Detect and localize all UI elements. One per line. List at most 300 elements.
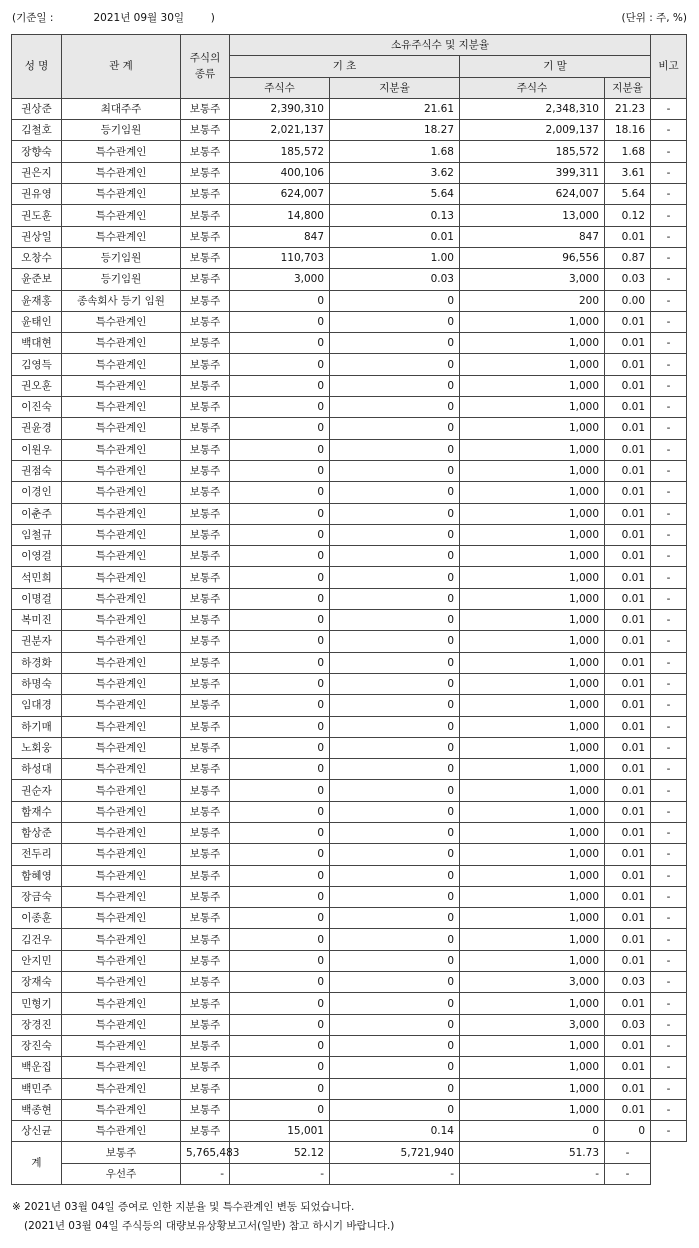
cell-name: 윤재홍 (12, 290, 62, 311)
cell-relation: 특수관계인 (62, 972, 181, 993)
table-row (12, 205, 687, 226)
cell-end-ratio: 0.01 (605, 950, 651, 971)
cell-remark: - (651, 333, 687, 354)
cell-stock-type: 보통주 (181, 98, 230, 119)
cell-name: 이경인 (12, 482, 62, 503)
cell-begin-ratio: 0 (330, 716, 460, 737)
cell-begin-shares: 0 (230, 673, 330, 694)
table-body (12, 98, 687, 1142)
cell-stock-type: 보통주 (181, 759, 230, 780)
cell-relation: 특수관계인 (62, 205, 181, 226)
cell-remark: - (651, 588, 687, 609)
cell-end-shares: 1,000 (460, 631, 605, 652)
cell-begin-shares: 0 (230, 844, 330, 865)
cell-begin-ratio: 0 (330, 588, 460, 609)
cell-name: 장경진 (12, 1014, 62, 1035)
cell-relation: 특수관계인 (62, 759, 181, 780)
cell-stock-type: 보통주 (181, 886, 230, 907)
cell-end-ratio: 0.12 (605, 205, 651, 226)
cell-begin-ratio: 0 (330, 1057, 460, 1078)
cell-name: 백민주 (12, 1078, 62, 1099)
cell-name: 권점숙 (12, 460, 62, 481)
table-row (12, 375, 687, 396)
cell-name: 권순자 (12, 780, 62, 801)
cell-begin-ratio: 0 (330, 375, 460, 396)
cell-end-ratio: 0.01 (605, 801, 651, 822)
cell-end-ratio: 0.00 (605, 290, 651, 311)
cell-name: 장향숙 (12, 141, 62, 162)
table-row (12, 1057, 687, 1078)
cell-remark: - (651, 546, 687, 567)
cell-relation: 특수관계인 (62, 1057, 181, 1078)
cell-name: 윤태인 (12, 311, 62, 332)
cell-remark: - (651, 801, 687, 822)
cell-end-shares: 1,000 (460, 801, 605, 822)
cell-stock-type: 보통주 (181, 865, 230, 886)
cell-begin-shares: 0 (230, 631, 330, 652)
cell-begin-shares: 0 (230, 865, 330, 886)
table-row (12, 673, 687, 694)
cell-remark: - (651, 1078, 687, 1099)
cell-end-shares: 1,000 (460, 673, 605, 694)
cell-begin-shares: 0 (230, 418, 330, 439)
cell-remark: - (651, 822, 687, 843)
cell-begin-shares: 0 (230, 1014, 330, 1035)
table-row (12, 184, 687, 205)
cell-relation: 특수관계인 (62, 610, 181, 631)
cell-stock-type: 보통주 (181, 695, 230, 716)
cell-relation: 특수관계인 (62, 780, 181, 801)
cell-remark: - (651, 950, 687, 971)
cell-relation: 특수관계인 (62, 908, 181, 929)
cell-name: 이춘주 (12, 503, 62, 524)
cell-relation: 특수관계인 (62, 184, 181, 205)
footnote-1: ※ 2021년 03월 04일 증여로 인한 지분율 및 특수관계인 변동 되었습니다. (12, 1201, 355, 1213)
cell-end-shares: 1,000 (460, 1099, 605, 1120)
cell-remark: - (651, 1014, 687, 1035)
cell-end-ratio: 0.01 (605, 460, 651, 481)
cell-begin-ratio: 0 (330, 311, 460, 332)
table-row (12, 482, 687, 503)
cell-begin-shares: 0 (230, 822, 330, 843)
cell-name: 민형기 (12, 993, 62, 1014)
cell-name: 하경화 (12, 652, 62, 673)
cell-begin-ratio: 0 (330, 397, 460, 418)
cell-remark: - (651, 460, 687, 481)
cell-end-ratio: 0.01 (605, 503, 651, 524)
cell-name: 장금숙 (12, 886, 62, 907)
cell-begin-shares: 400,106 (230, 162, 330, 183)
cell-stock-type: 보통주 (181, 1078, 230, 1099)
cell-stock-type: 보통주 (181, 375, 230, 396)
cell-relation: 특수관계인 (62, 567, 181, 588)
cell-begin-ratio: 0 (330, 503, 460, 524)
cell-end-shares: 1,000 (460, 886, 605, 907)
cell-stock-type: 보통주 (181, 950, 230, 971)
cell-end-shares: 200 (460, 290, 605, 311)
cell-relation: 등기임원 (62, 120, 181, 141)
cell-begin-shares: 0 (230, 375, 330, 396)
cell-stock-type: 보통주 (181, 1121, 230, 1142)
cell-begin-ratio: 0 (330, 865, 460, 886)
cell-begin-shares: 0 (230, 460, 330, 481)
cell-begin-shares: 0 (230, 588, 330, 609)
table-row (12, 269, 687, 290)
cell-end-shares: 3,000 (460, 269, 605, 290)
cell-begin-ratio: 0.14 (330, 1121, 460, 1142)
table-row (12, 120, 687, 141)
cell-end-shares: 1,000 (460, 567, 605, 588)
cell-remark: - (651, 695, 687, 716)
cell-end-shares: 847 (460, 226, 605, 247)
table-row (12, 652, 687, 673)
cell-stock-type: 보통주 (181, 1099, 230, 1120)
cell-end-ratio: 0.01 (605, 865, 651, 886)
cell-end-shares: 1,000 (460, 716, 605, 737)
cell-remark: - (651, 759, 687, 780)
cell-begin-ratio: 0 (330, 460, 460, 481)
cell-stock-type: 보통주 (181, 908, 230, 929)
cell-stock-type: 보통주 (181, 354, 230, 375)
cell-stock-type: 보통주 (181, 546, 230, 567)
cell-end-ratio: 0.01 (605, 397, 651, 418)
cell-begin-ratio: 0 (330, 333, 460, 354)
cell-end-shares: 2,348,310 (460, 98, 605, 119)
cell-begin-ratio: 0 (330, 1035, 460, 1056)
header-relation: 관 계 (62, 35, 181, 99)
cell-begin-shares: 3,000 (230, 269, 330, 290)
cell-end-ratio: 1.68 (605, 141, 651, 162)
cell-stock-type: 보통주 (181, 822, 230, 843)
table-row (12, 162, 687, 183)
cell-end-shares: 1,000 (460, 460, 605, 481)
cell-stock-type: 보통주 (181, 162, 230, 183)
cell-begin-shares: 0 (230, 652, 330, 673)
cell-name: 석민희 (12, 567, 62, 588)
cell-remark: - (651, 1121, 687, 1142)
table-row (12, 950, 687, 971)
cell-stock-type: 보통주 (181, 652, 230, 673)
cell-begin-shares: 110,703 (230, 247, 330, 268)
cell-end-ratio: 0.01 (605, 993, 651, 1014)
table-row (12, 972, 687, 993)
cell-remark: - (651, 397, 687, 418)
table-row (12, 993, 687, 1014)
cell-stock-type: 보통주 (181, 1057, 230, 1078)
cell-end-ratio: 0.01 (605, 354, 651, 375)
cell-relation: 특수관계인 (62, 1014, 181, 1035)
cell-end-ratio: 0.01 (605, 929, 651, 950)
cell-end-ratio: 0.01 (605, 524, 651, 545)
cell-name: 권도훈 (12, 205, 62, 226)
cell-end-ratio: 0.87 (605, 247, 651, 268)
cell-end-ratio: 5.64 (605, 184, 651, 205)
cell-begin-shares: 0 (230, 354, 330, 375)
cell-name: 임철규 (12, 524, 62, 545)
cell-begin-ratio: 0 (330, 822, 460, 843)
table-total (12, 1142, 687, 1185)
cell-stock-type: 보통주 (181, 247, 230, 268)
table-row (12, 311, 687, 332)
cell-begin-shares: 185,572 (230, 141, 330, 162)
cell-begin-shares: 0 (230, 524, 330, 545)
cell-end-shares: 1,000 (460, 546, 605, 567)
cell-stock-type: 보통주 (181, 120, 230, 141)
cell-relation: 특수관계인 (62, 162, 181, 183)
cell-begin-ratio: 1.68 (330, 141, 460, 162)
cell-stock-type: 보통주 (181, 503, 230, 524)
cell-name: 권상준 (12, 98, 62, 119)
cell-end-shares: 1,000 (460, 737, 605, 758)
cell-remark: - (651, 247, 687, 268)
cell-end-shares: 2,009,137 (460, 120, 605, 141)
cell-name: 함상준 (12, 822, 62, 843)
cell-begin-ratio: 1.00 (330, 247, 460, 268)
cell-name: 하기매 (12, 716, 62, 737)
cell-stock-type: 보통주 (181, 929, 230, 950)
cell-end-ratio: 0.03 (605, 269, 651, 290)
cell-end-ratio: 0.01 (605, 439, 651, 460)
table-row (12, 546, 687, 567)
cell-name: 노회웅 (12, 737, 62, 758)
cell-end-ratio: 0.01 (605, 333, 651, 354)
table-row (12, 780, 687, 801)
table-header (12, 35, 687, 99)
cell-end-shares: 13,000 (460, 205, 605, 226)
cell-relation: 특수관계인 (62, 226, 181, 247)
cell-end-shares: 1,000 (460, 311, 605, 332)
header-begin-shares: 주식수 (230, 77, 330, 98)
cell-begin-shares: 0 (230, 1035, 330, 1056)
cell-stock-type: 보통주 (181, 844, 230, 865)
cell-remark: - (651, 354, 687, 375)
cell-name: 김철호 (12, 120, 62, 141)
cell-name: 백대현 (12, 333, 62, 354)
cell-begin-shares: 14,800 (230, 205, 330, 226)
cell-stock-type: 보통주 (181, 269, 230, 290)
cell-begin-ratio: 0 (330, 652, 460, 673)
cell-name: 임대경 (12, 695, 62, 716)
cell-end-ratio: 0.01 (605, 546, 651, 567)
cell-name: 전두리 (12, 844, 62, 865)
cell-relation: 특수관계인 (62, 1078, 181, 1099)
table-row (12, 1099, 687, 1120)
cell-relation: 특수관계인 (62, 503, 181, 524)
cell-begin-ratio: 0 (330, 801, 460, 822)
cell-remark: - (651, 737, 687, 758)
cell-end-ratio: 0.01 (605, 226, 651, 247)
cell-end-shares: 1,000 (460, 695, 605, 716)
cell-relation: 등기임원 (62, 247, 181, 268)
header-holdings: 소유주식수 및 지분율 (230, 35, 651, 56)
cell-begin-ratio: 0 (330, 886, 460, 907)
cell-end-shares: 1,000 (460, 1035, 605, 1056)
cell-relation: 특수관계인 (62, 737, 181, 758)
cell-end-ratio: 0.01 (605, 1057, 651, 1078)
cell-end-shares: 1,000 (460, 865, 605, 886)
cell-relation: 특수관계인 (62, 716, 181, 737)
cell-begin-ratio: 0 (330, 1078, 460, 1099)
cell-remark: - (651, 844, 687, 865)
cell-end-ratio: 0.01 (605, 588, 651, 609)
cell-stock-type: 보통주 (181, 311, 230, 332)
cell-stock-type: 보통주 (181, 972, 230, 993)
cell-name: 이영걸 (12, 546, 62, 567)
cell-remark: - (651, 503, 687, 524)
cell-end-shares: 399,311 (460, 162, 605, 183)
cell-end-shares: 1,000 (460, 759, 605, 780)
cell-name: 이원우 (12, 439, 62, 460)
table-row (12, 290, 687, 311)
cell-relation: 등기임원 (62, 269, 181, 290)
cell-end-ratio: 0.01 (605, 482, 651, 503)
cell-name: 하성대 (12, 759, 62, 780)
cell-name: 상신균 (12, 1121, 62, 1142)
cell-relation: 특수관계인 (62, 311, 181, 332)
cell-end-shares: 1,000 (460, 1057, 605, 1078)
cell-begin-shares: 624,007 (230, 184, 330, 205)
cell-name: 하명숙 (12, 673, 62, 694)
cell-name: 오창수 (12, 247, 62, 268)
table-row (12, 716, 687, 737)
cell-relation: 특수관계인 (62, 801, 181, 822)
cell-begin-shares: 0 (230, 1078, 330, 1099)
cell-begin-ratio: 21.61 (330, 98, 460, 119)
header-stock-type: 주식의 종류 (181, 35, 230, 99)
cell-begin-shares: 0 (230, 737, 330, 758)
cell-begin-shares: 0 (230, 546, 330, 567)
cell-end-ratio: 0.01 (605, 886, 651, 907)
table-row (12, 822, 687, 843)
cell-relation: 특수관계인 (62, 993, 181, 1014)
table-row (12, 1014, 687, 1035)
header-end-ratio: 지분율 (605, 77, 651, 98)
cell-end-shares: 1,000 (460, 418, 605, 439)
cell-stock-type: 보통주 (181, 673, 230, 694)
cell-stock-type: 보통주 (181, 333, 230, 354)
cell-end-ratio: 0.01 (605, 737, 651, 758)
cell-remark: - (651, 610, 687, 631)
cell-remark: - (651, 631, 687, 652)
cell-relation: 특수관계인 (62, 524, 181, 545)
cell-begin-shares: 2,021,137 (230, 120, 330, 141)
cell-end-ratio: 0.01 (605, 759, 651, 780)
cell-relation: 특수관계인 (62, 673, 181, 694)
cell-end-shares: 1,000 (460, 993, 605, 1014)
cell-begin-shares: 0 (230, 886, 330, 907)
table-row (12, 439, 687, 460)
cell-stock-type: 보통주 (181, 567, 230, 588)
cell-relation: 특수관계인 (62, 439, 181, 460)
cell-relation: 특수관계인 (62, 695, 181, 716)
footnote-2: (2021년 03월 04일 주식등의 대량보유상황보고서(일반) 참고 하시기 바랍니다.) (24, 1220, 395, 1232)
cell-remark: - (651, 205, 687, 226)
cell-begin-shares: 0 (230, 333, 330, 354)
cell-relation: 특수관계인 (62, 141, 181, 162)
table-row (12, 1035, 687, 1056)
cell-remark: - (651, 716, 687, 737)
cell-relation: 특수관계인 (62, 333, 181, 354)
cell-end-ratio: 0.01 (605, 1099, 651, 1120)
cell-end-shares: 1,000 (460, 822, 605, 843)
cell-begin-shares: 0 (230, 759, 330, 780)
cell-begin-ratio: 0 (330, 993, 460, 1014)
cell-stock-type: 보통주 (181, 184, 230, 205)
table-row (12, 503, 687, 524)
header-remark: 비고 (651, 35, 687, 99)
cell-name: 복미진 (12, 610, 62, 631)
table-row (12, 929, 687, 950)
cell-remark: - (651, 972, 687, 993)
cell-remark: - (651, 120, 687, 141)
cell-begin-ratio: 0 (330, 908, 460, 929)
cell-begin-ratio: 0 (330, 439, 460, 460)
cell-begin-ratio: 5.64 (330, 184, 460, 205)
table-row (12, 354, 687, 375)
cell-end-shares: 1,000 (460, 588, 605, 609)
cell-name: 김건우 (12, 929, 62, 950)
total-label: 계 (12, 1142, 62, 1185)
footnotes (12, 1198, 394, 1236)
cell-remark: - (651, 375, 687, 396)
cell-end-ratio: 0.03 (605, 1014, 651, 1035)
cell-end-shares: 1,000 (460, 333, 605, 354)
cell-begin-shares: 0 (230, 780, 330, 801)
cell-name: 장재숙 (12, 972, 62, 993)
cell-stock-type: 보통주 (181, 780, 230, 801)
cell-stock-type: 보통주 (181, 801, 230, 822)
cell-stock-type: 보통주 (181, 524, 230, 545)
cell-relation: 특수관계인 (62, 865, 181, 886)
cell-begin-shares: 0 (230, 567, 330, 588)
cell-begin-ratio: 18.27 (330, 120, 460, 141)
cell-begin-ratio: 0 (330, 290, 460, 311)
cell-end-shares: 624,007 (460, 184, 605, 205)
cell-end-ratio: 0.01 (605, 610, 651, 631)
cell-begin-ratio: 0 (330, 418, 460, 439)
cell-remark: - (651, 1057, 687, 1078)
cell-relation: 특수관계인 (62, 1121, 181, 1142)
cell-begin-ratio: 0 (330, 695, 460, 716)
cell-stock-type: 보통주 (181, 439, 230, 460)
cell-end-shares: 1,000 (460, 929, 605, 950)
cell-remark: - (651, 929, 687, 950)
cell-begin-ratio: 0.13 (330, 205, 460, 226)
cell-name: 권은지 (12, 162, 62, 183)
cell-stock-type: 보통주 (181, 141, 230, 162)
cell-stock-type: 보통주 (181, 1035, 230, 1056)
cell-relation: 특수관계인 (62, 1099, 181, 1120)
table-row (12, 226, 687, 247)
cell-end-ratio: 0.01 (605, 375, 651, 396)
cell-end-shares: 1,000 (460, 950, 605, 971)
cell-relation: 특수관계인 (62, 929, 181, 950)
cell-remark: - (651, 524, 687, 545)
cell-stock-type: 보통주 (181, 460, 230, 481)
cell-remark: - (651, 141, 687, 162)
cell-end-ratio: 0.01 (605, 822, 651, 843)
table-row (12, 844, 687, 865)
cell-name: 권유영 (12, 184, 62, 205)
unit-label: (단위 : 주, %) (621, 12, 687, 24)
cell-end-ratio: 0.01 (605, 652, 651, 673)
table-row (12, 567, 687, 588)
cell-begin-ratio: 0 (330, 567, 460, 588)
cell-end-shares: 1,000 (460, 439, 605, 460)
cell-name: 이종훈 (12, 908, 62, 929)
cell-name: 권오훈 (12, 375, 62, 396)
cell-end-shares: 0 (460, 1121, 605, 1142)
